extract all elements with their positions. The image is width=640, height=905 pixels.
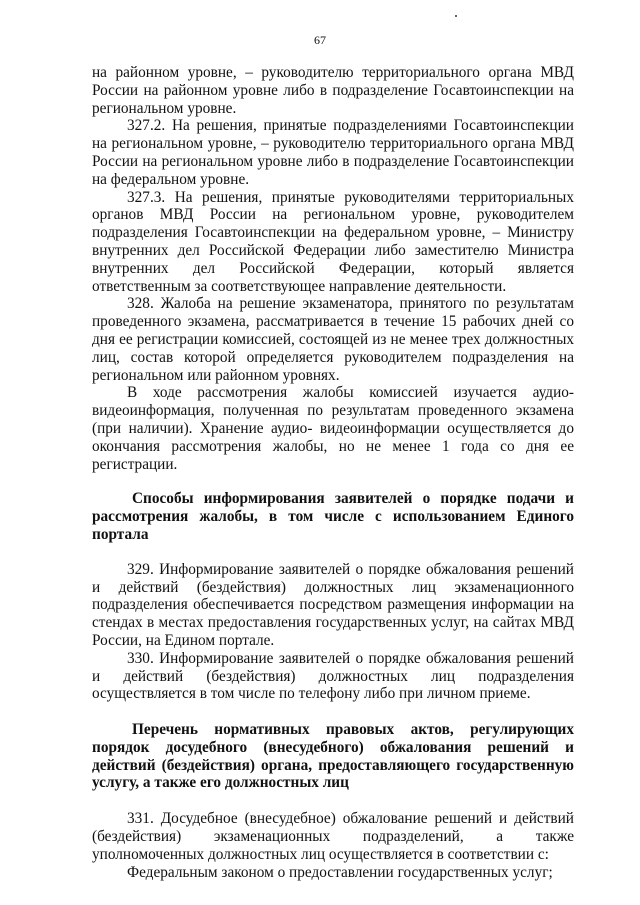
paragraph-330: 330. Информирование заявителей о порядке обжалования решений и действий (бездействия) должностных лиц подразделения осуществляется в том числе по телефону либо при личном приеме.: [92, 649, 574, 703]
paragraph-331: 331. Досудебное (внесудебное) обжалование решений и действий (бездействия) экзаменационных подразделений, а также уполномоченных должностных лиц осуществляется в соответствии с:: [92, 810, 574, 863]
document-body: [92, 64, 574, 881]
paragraph-329: 329. Информирование заявителей о порядке обжалования решений и действий (бездействия) должностных лиц экзаменационного подразделения обеспечивается посредством размещения информации на стендах в местах предоставления государственных услуг, на сайтах МВД России, на Едином портале.: [92, 560, 574, 649]
paragraph-328: 328. Жалоба на решение экзаменатора, принятого по результатам проведенного экзамена, рассматривается в течение 15 рабочих дней со дня ее регистрации комиссией, состоящей из не менее трех должностных лиц, состав которой определяется руководителем подразделения на региональном или районном уровнях.: [92, 295, 574, 384]
paragraph-continuation: на районном уровне, – руководителю территориального органа МВД России на районном уровне либо в подразделение Госавтоинспекции на региональном уровне.: [92, 64, 574, 117]
section-heading-informing: Способы информирования заявителей о порядке подачи и рассмотрения жалобы, в том числе с использованием Единого портала: [92, 490, 574, 543]
page-number: 67: [314, 33, 326, 47]
scan-dot-mark: [455, 15, 457, 17]
section-heading-legal-acts: Перечень нормативных правовых актов, регулирующих порядок досудебного (внесудебного) обжалования решений и действий (бездействия) органа, предоставляющего государственную услугу, а также его должностных лиц: [92, 721, 574, 792]
paragraph-federal-law: Федеральным законом о предоставлении государственных услуг;: [127, 863, 553, 881]
paragraph-328-review: В ходе рассмотрения жалобы комиссией изучается аудио-видеоинформация, полученная по результатам проведенного экзамена (при наличии). Хранение аудио- видеоинформации осуществляется до окончания рассмотрения жалобы, но не менее 1 года со дня ее регистрации.: [92, 384, 574, 473]
paragraph-327-2: 327.2. На решения, принятые подразделениями Госавтоинспекции на региональном уровне, – руководителю территориального органа МВД России на региональном уровне либо в подразделение Госавтоинспекции на федеральном уровне.: [92, 117, 574, 188]
paragraph-327-3: 327.3. На решения, принятые руководителями территориальных органов МВД России на региональном уровне, руководителем подразделения Госавтоинспекции на федеральном уровне, – Министру внутренних дел Российской Федерации либо заместителю Министра внутренних дел Российской Федерации, который является ответственным за соответствующее направление деятельности.: [92, 188, 574, 295]
